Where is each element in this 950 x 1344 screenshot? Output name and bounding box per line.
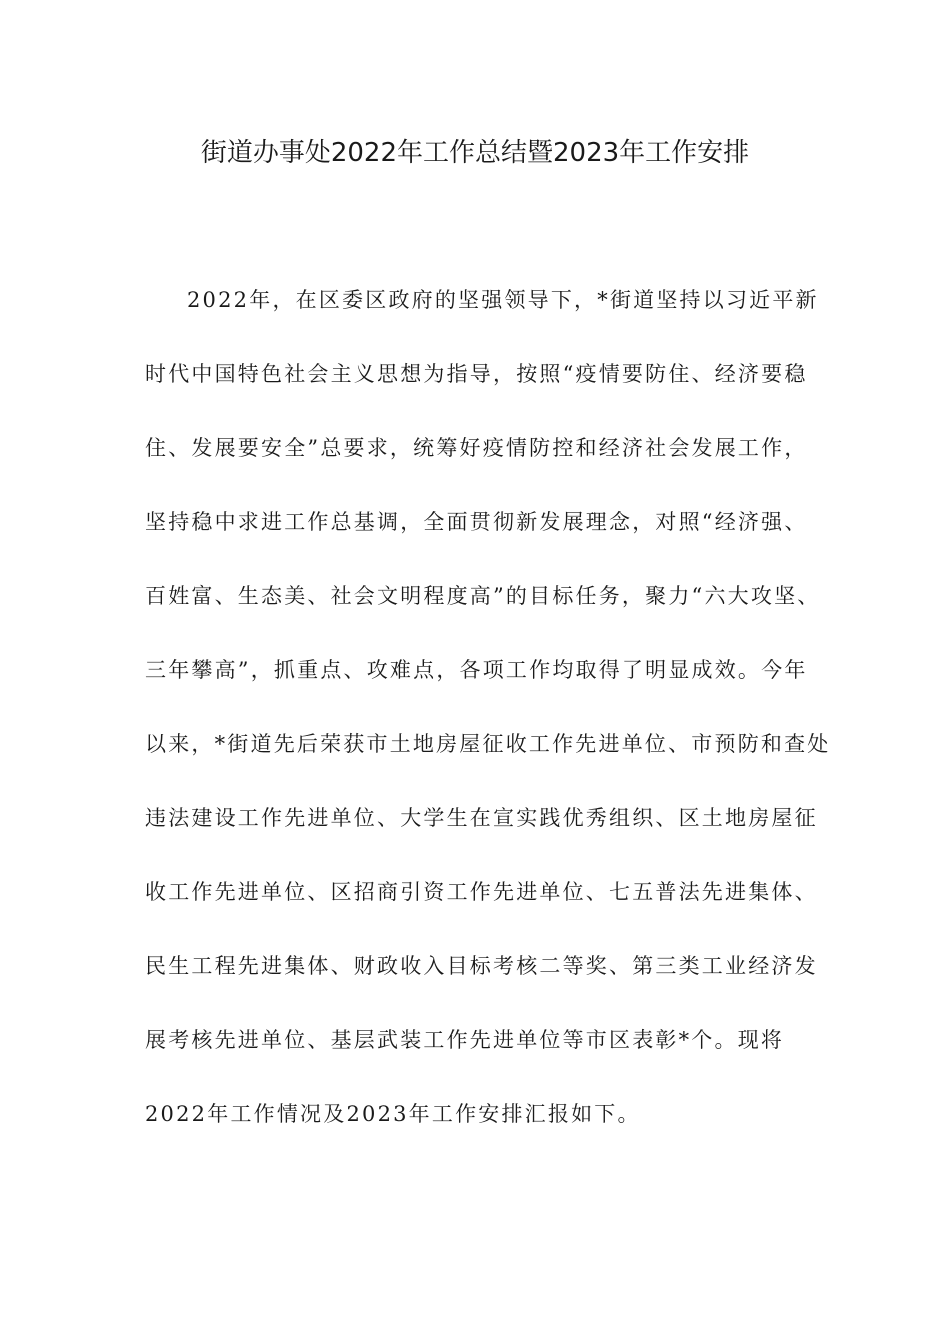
document-title: 街道办事处2022年工作总结暨2023年工作安排 <box>200 138 750 168</box>
paragraph-line: 住、发展要安全”总要求，统筹好疫情防控和经济社会发展工作， <box>145 436 808 460</box>
paragraph-line: 展考核先进单位、基层武装工作先进单位等市区表彰*个。现将 <box>145 1028 785 1052</box>
paragraph-line: 民生工程先进集体、财政收入目标考核二等奖、第三类工业经济发 <box>145 954 818 978</box>
paragraph-line: 三年攀高”，抓重点、攻难点，各项工作均取得了明显成效。今年 <box>145 658 808 682</box>
paragraph-line: 坚持稳中求进工作总基调，全面贯彻新发展理念，对照“经济强、 <box>145 510 808 534</box>
paragraph-line: 收工作先进单位、区招商引资工作先进单位、七五普法先进集体、 <box>145 880 818 904</box>
paragraph-line: 以来，*街道先后荣获市土地房屋征收工作先进单位、市预防和查处 <box>145 732 831 756</box>
paragraph-line: 百姓富、生态美、社会文明程度高”的目标任务，聚力“六大攻坚、 <box>145 584 821 608</box>
paragraph-line: 2022年工作情况及2023年工作安排汇报如下。 <box>145 1102 641 1126</box>
paragraph-line: 时代中国特色社会主义思想为指导，按照“疫情要防住、经济要稳 <box>145 362 808 386</box>
paragraph-line: 违法建设工作先进单位、大学生在宣实践优秀组织、区土地房屋征 <box>145 806 818 830</box>
paragraph-line: 2022年，在区委区政府的坚强领导下，*街道坚持以习近平新 <box>187 288 819 312</box>
